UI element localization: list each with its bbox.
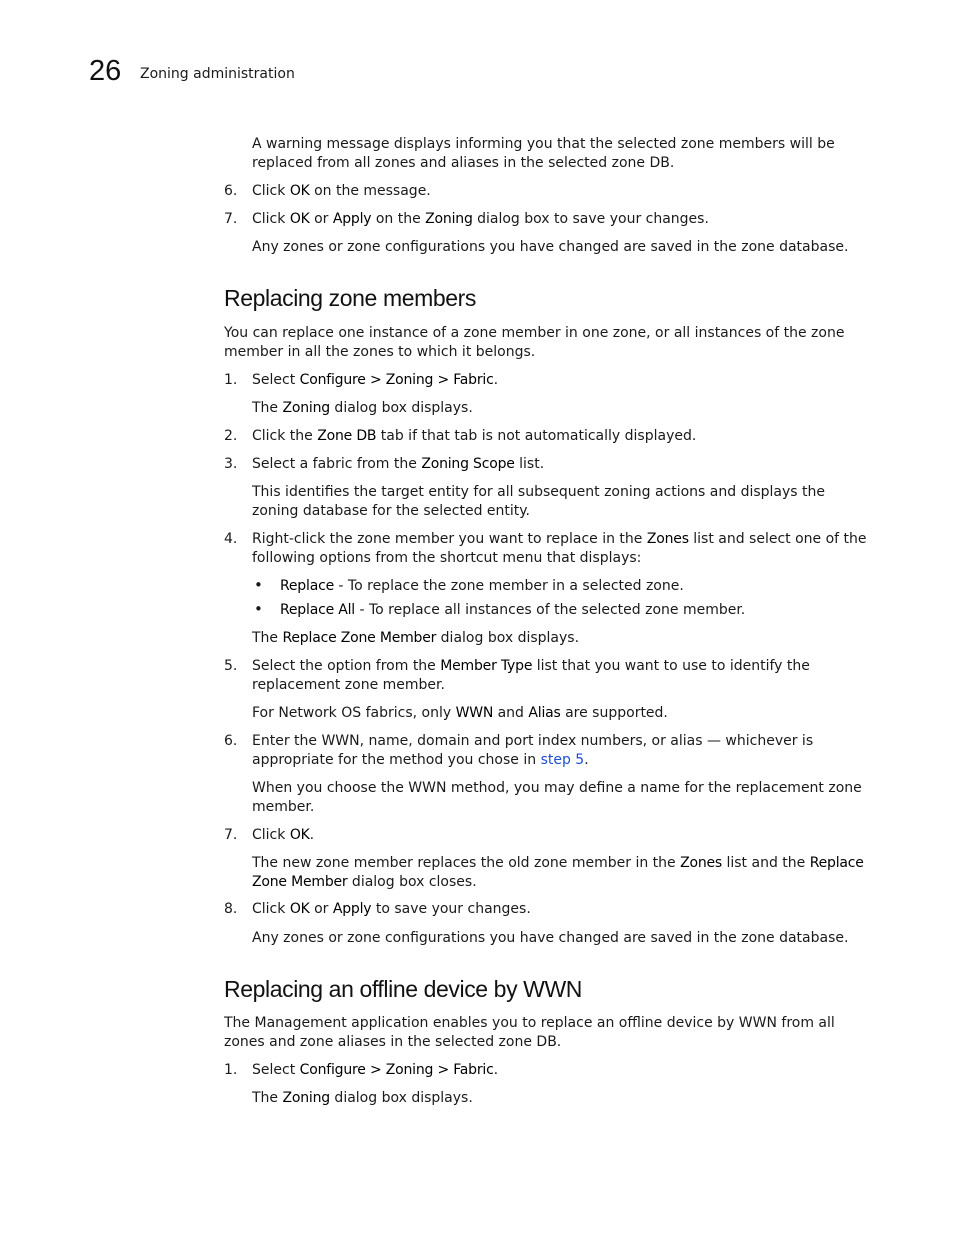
step-number: 6.	[224, 183, 238, 199]
step-number: 1.	[224, 372, 238, 388]
step-text: Select Configure > Zoning > Fabric.	[252, 372, 499, 388]
saved-paragraph: Any zones or zone configurations you have changed are saved in the zone database.	[252, 239, 849, 255]
step-result: The new zone member replaces the old zone member in the Zones list and the Replace Zone Member dialog box closes.	[252, 855, 864, 890]
step-text: Click OK on the message.	[252, 183, 431, 199]
step-result: Any zones or zone configurations you have changed are saved in the zone database.	[252, 930, 849, 946]
bullet-text: Replace - To replace the zone member in a selected zone.	[280, 578, 684, 594]
ui-term: Apply	[332, 211, 372, 227]
ui-term: Alias	[528, 705, 561, 721]
ui-term: Replace	[280, 578, 334, 594]
step-text: Select Configure > Zoning > Fabric.	[252, 1062, 499, 1078]
step-text: Click the Zone DB tab if that tab is not automatically displayed.	[252, 428, 697, 444]
menu-path: Configure > Zoning > Fabric	[299, 1062, 494, 1078]
ui-term: Zones	[680, 855, 723, 871]
section-heading-replacing-zone-members: Replacing zone members	[224, 285, 476, 311]
step-number: 4.	[224, 531, 238, 547]
step-number: 8.	[224, 901, 238, 917]
menu-path: Configure > Zoning > Fabric	[299, 372, 494, 388]
step-text: Click OK.	[252, 827, 315, 843]
ui-term: WWN	[455, 705, 494, 721]
ui-term: OK	[289, 827, 310, 843]
chapter-title: Zoning administration	[140, 66, 295, 82]
step-text: Right-click the zone member you want to replace in the Zones list and select one of the following options from the shortcut menu that displays:	[252, 531, 867, 566]
ui-term: OK	[289, 211, 310, 227]
step-result: The Replace Zone Member dialog box displays.	[252, 630, 580, 646]
bullet-icon: •	[254, 600, 263, 618]
step-5-link[interactable]: step 5	[540, 752, 585, 768]
step-number: 7.	[224, 827, 238, 843]
step-text: Enter the WWN, name, domain and port index numbers, or alias — whichever is appropriate for the method you chose in step 5.	[252, 733, 814, 768]
bullet-icon: •	[254, 576, 263, 594]
step-result: For Network OS fabrics, only WWN and Alias are supported.	[252, 705, 668, 721]
step-result: The Zoning dialog box displays.	[252, 400, 473, 416]
ui-term: Zones	[646, 531, 689, 547]
section-intro: The Management application enables you to replace an offline device by WWN from all zones and zone aliases in the selected zone DB.	[224, 1015, 835, 1050]
section-heading-replacing-offline-device: Replacing an offline device by WWN	[224, 976, 582, 1002]
ui-term: Zoning	[282, 1090, 330, 1106]
ui-term: Apply	[332, 901, 372, 917]
ui-term: OK	[289, 183, 310, 199]
chapter-number: 26	[89, 55, 122, 87]
ui-term: Member Type	[440, 658, 533, 674]
ui-term: Zone DB	[317, 428, 377, 444]
step-number: 3.	[224, 456, 238, 472]
step-number: 7.	[224, 211, 238, 227]
step-result: When you choose the WWN method, you may define a name for the replacement zone member.	[252, 780, 862, 815]
ui-term: OK	[289, 901, 310, 917]
ui-term: Replace Zone Member	[252, 855, 864, 890]
section-intro: You can replace one instance of a zone member in one zone, or all instances of the zone member in all the zones to which it belongs.	[224, 325, 845, 360]
step-text: Click OK or Apply to save your changes.	[252, 901, 531, 917]
step-result: This identifies the target entity for all subsequent zoning actions and displays the zoning database for the selected entity.	[252, 484, 826, 519]
bullet-text: Replace All - To replace all instances of the selected zone member.	[280, 602, 746, 618]
ui-term: Replace Zone Member	[282, 630, 437, 646]
warning-paragraph: A warning message displays informing you that the selected zone members will be replaced from all zones and aliases in the selected zone DB.	[252, 136, 835, 171]
ui-term: Zoning Scope	[421, 456, 515, 472]
step-number: 1.	[224, 1062, 238, 1078]
step-text: Select a fabric from the Zoning Scope list.	[252, 456, 545, 472]
step-number: 6.	[224, 733, 238, 749]
step-text: Select the option from the Member Type list that you want to use to identify the replacement zone member.	[252, 658, 810, 693]
step-number: 5.	[224, 658, 238, 674]
ui-term: Zoning	[282, 400, 330, 416]
ui-term: Zoning	[425, 211, 473, 227]
step-text: Click OK or Apply on the Zoning dialog box to save your changes.	[252, 211, 709, 227]
step-number: 2.	[224, 428, 238, 444]
ui-term: Replace All	[280, 602, 355, 618]
step-result: The Zoning dialog box displays.	[252, 1090, 473, 1106]
